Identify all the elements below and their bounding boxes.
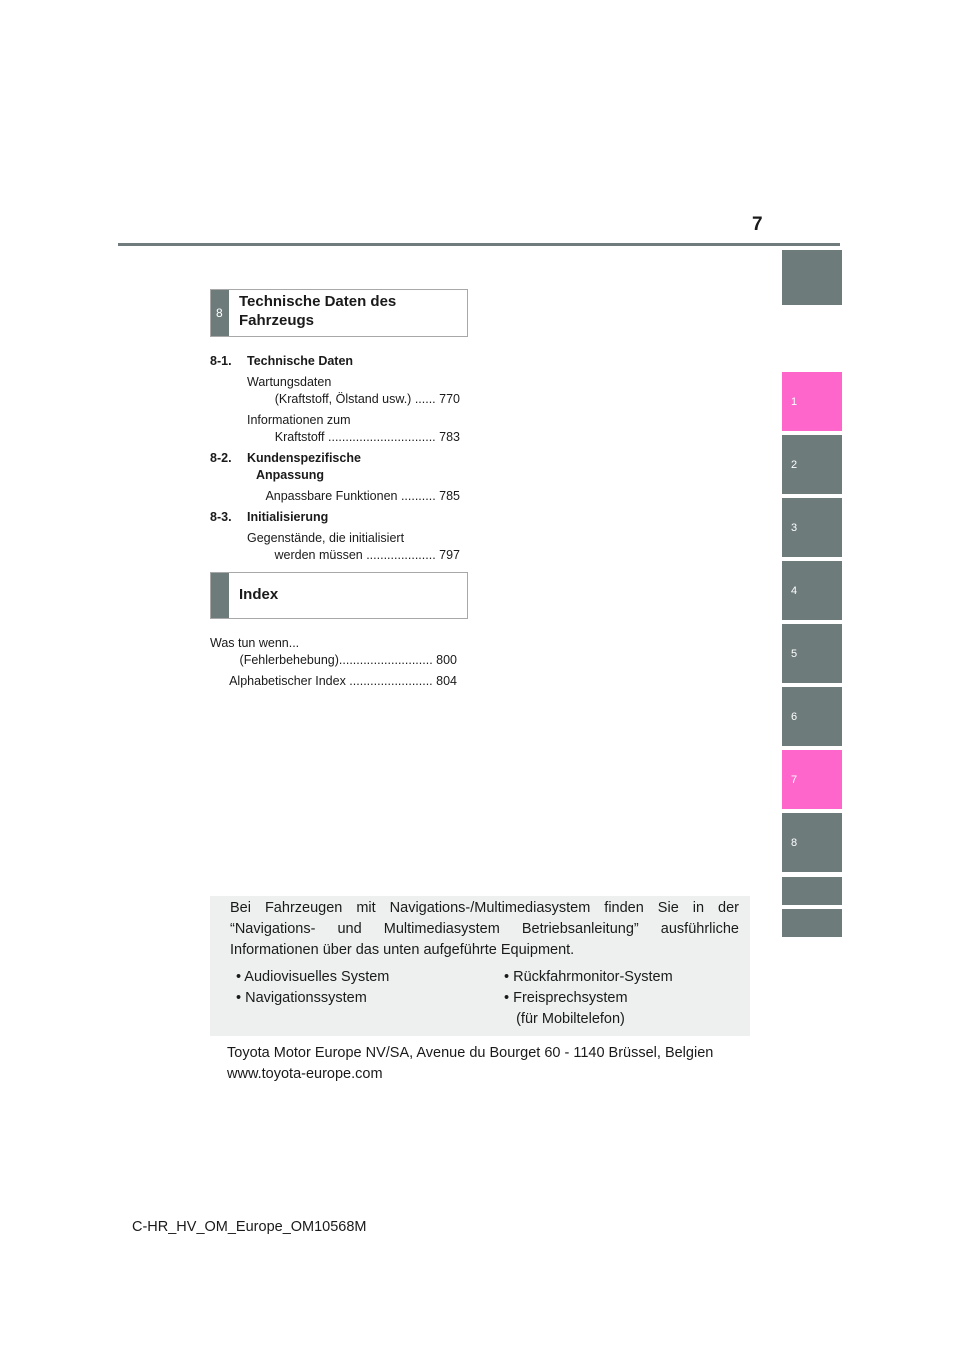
document-id: C-HR_HV_OM_Europe_OM10568M [132, 1219, 367, 1235]
side-tab-label: 2 [791, 458, 798, 471]
info-bullet: • Rückfahrmonitor-System [504, 969, 673, 985]
side-tab-9[interactable] [782, 877, 842, 905]
side-tab-label: 1 [791, 395, 798, 408]
side-tab-5[interactable] [782, 624, 842, 683]
side-tab-10[interactable] [782, 909, 842, 937]
index-bar [211, 573, 229, 618]
info-bullet: • Audiovisuelles System [236, 969, 390, 985]
info-bullets-right [504, 967, 673, 1030]
toc-entry-line: Kraftstoff ............................... 783 [274, 430, 460, 444]
info-bullets-left [236, 967, 389, 1009]
toc-entry[interactable] [210, 488, 460, 505]
section-number: 8 [216, 306, 223, 320]
chapter-number: 8-1. [210, 354, 232, 368]
index-heading [210, 572, 468, 619]
toc-entry-line: (Fehlerbehebung)........................... 800 [239, 653, 457, 667]
side-tab-label: 3 [791, 521, 798, 534]
toc-entry[interactable] [210, 412, 460, 446]
chapter-title: Kundenspezifische [247, 451, 361, 465]
side-tab-1[interactable] [782, 372, 842, 431]
address-line: Toyota Motor Europe NV/SA, Avenue du Bourget 60 - 1140 Brüssel, Belgien [227, 1045, 714, 1061]
section-title [239, 292, 396, 330]
toc-chapter[interactable] [210, 450, 460, 467]
section-title-line: Fahrzeugs [239, 312, 315, 329]
chapter-number: 8-2. [210, 451, 232, 465]
section-title-line: Technische Daten des [239, 293, 397, 310]
side-tab-4[interactable] [782, 561, 842, 620]
page-number: 7 [752, 214, 763, 235]
toc-entry-line: Was tun wenn... [210, 636, 300, 650]
toc-entry-line: (Kraftstoff, Ölstand usw.) ...... 770 [274, 392, 460, 406]
publisher-address [227, 1043, 747, 1085]
toc-entry-line: Anpassbare Funktionen .......... 785 [265, 489, 460, 503]
info-bullet: (für Mobiltelefon) [504, 1011, 625, 1027]
toc-entry-line: werden müssen .................... 797 [274, 548, 460, 562]
index-toc [210, 635, 457, 694]
side-tab-label: 8 [791, 836, 798, 849]
info-paragraph: Bei Fahrzeugen mit Navigations-/Multimediasystem finden Sie in der “Navigations- und Multimediasystem Betriebsanleitung” ausführliche Informationen über das unten aufgeführte Equipment. [230, 900, 739, 958]
chapter-title: Technische Daten [247, 354, 354, 368]
navigation-info-box [210, 896, 750, 1036]
header-rule [118, 243, 840, 246]
section-number-bar [211, 290, 229, 336]
info-bullet: • Navigationssystem [236, 990, 367, 1006]
toc-entry-line: Gegenstände, die initialisiert [247, 531, 405, 545]
toc-entry[interactable] [210, 673, 457, 690]
side-tab-7[interactable] [782, 750, 842, 809]
toc-entry-line: Informationen zum [247, 413, 351, 427]
toc-entry[interactable] [210, 530, 460, 564]
chapter-title: Initialisierung [247, 510, 329, 524]
chapter-title: Anpassung [256, 468, 325, 482]
side-tab-8[interactable] [782, 813, 842, 872]
info-bullet: • Freisprechsystem [504, 990, 628, 1006]
toc-entry[interactable] [210, 374, 460, 408]
side-tab-0[interactable] [782, 250, 842, 305]
toc-chapter[interactable] [210, 353, 460, 370]
side-tab-label: 4 [791, 584, 798, 597]
side-tab-6[interactable] [782, 687, 842, 746]
chapter-number: 8-3. [210, 510, 232, 524]
toc-entry-line: Alphabetischer Index ........................ 804 [229, 674, 457, 688]
toc-chapter-cont [210, 467, 460, 484]
toc-entry-line: Wartungsdaten [247, 375, 332, 389]
side-tab-label: 5 [791, 647, 798, 660]
toc-chapter[interactable] [210, 509, 460, 526]
index-title: Index [239, 586, 279, 603]
side-tab-2[interactable] [782, 435, 842, 494]
section-8-toc [210, 353, 460, 568]
section-8-heading [210, 289, 468, 337]
side-tab-label: 6 [791, 710, 798, 723]
side-tab-label: 7 [791, 773, 798, 786]
toc-entry[interactable] [210, 635, 457, 669]
side-tab-3[interactable] [782, 498, 842, 557]
website-link[interactable]: www.toyota-europe.com [227, 1066, 383, 1082]
